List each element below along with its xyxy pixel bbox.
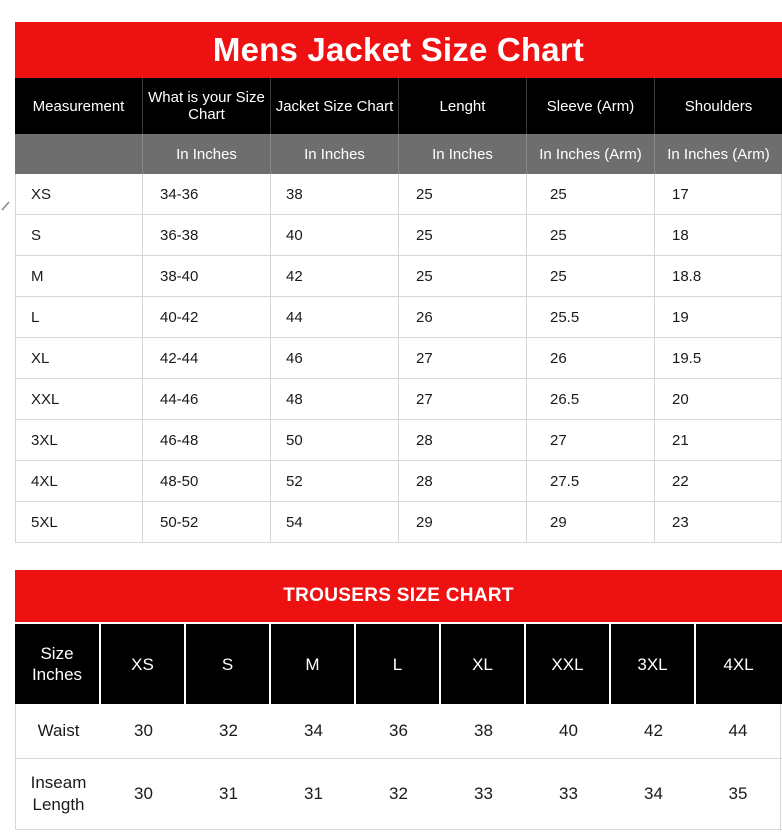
table-cell: 20 [655,379,782,419]
table-cell: 27 [399,338,527,378]
table-cell: 18.8 [655,256,782,296]
size-label-cell: S [15,215,143,255]
table-cell: 26.5 [527,379,655,419]
size-label-cell: 5XL [15,502,143,542]
table-cell: 32 [219,721,238,740]
table-cell: 25 [527,215,655,255]
table-cell: 26 [399,297,527,337]
jacket-unit-cell: In Inches (Arm) [527,134,655,174]
trousers-corner-label: Size Inches [15,624,101,704]
trousers-size-header: L [356,624,441,704]
table-cell: 36 [389,721,408,740]
table-cell: 30 [134,721,153,740]
trousers-size-header: S [186,624,271,704]
table-cell: 25 [399,215,527,255]
table-cell: 46 [271,338,399,378]
table-row [15,461,782,502]
size-label-cell: L [15,297,143,337]
table-cell: 34-36 [143,174,271,214]
table-cell: 44 [271,297,399,337]
trousers-chart-title: TROUSERS SIZE CHART [15,570,782,622]
jacket-unit-cell: In Inches [143,134,271,174]
table-cell: 31 [304,784,323,803]
table-cell: 25.5 [527,297,655,337]
size-label-cell: XL [15,338,143,378]
table-cell: 30 [134,784,153,803]
jacket-unit-cell: In Inches [271,134,399,174]
table-cell: 40 [271,215,399,255]
table-cell: 25 [399,256,527,296]
table-cell: 33 [474,784,493,803]
table-cell: 42-44 [143,338,271,378]
table-cell: 28 [399,420,527,460]
size-label-cell: XS [15,174,143,214]
size-label-cell: 4XL [15,461,143,501]
table-row [15,297,782,338]
table-cell: 52 [271,461,399,501]
jacket-header-row [15,78,782,134]
table-cell: 27 [399,379,527,419]
table-row [15,338,782,379]
size-label-cell: XXL [15,379,143,419]
table-cell: 29 [527,502,655,542]
table-cell: 44-46 [143,379,271,419]
table-cell: 35 [696,759,781,829]
jacket-unit-row [15,134,782,174]
table-cell: 31 [219,784,238,803]
table-row [15,759,782,830]
row-label-cell: Inseam Length [15,759,101,829]
jacket-chart-title: Mens Jacket Size Chart [15,22,782,78]
table-cell: 26 [527,338,655,378]
jacket-unit-cell: In Inches (Arm) [667,145,770,163]
table-cell: 22 [655,461,782,501]
table-cell: 32 [389,784,408,803]
size-label-cell: 3XL [15,420,143,460]
table-cell: 19 [655,297,782,337]
table-row [15,256,782,297]
jacket-unit-cell [15,134,143,174]
table-cell: 38 [271,174,399,214]
table-cell: 28 [399,461,527,501]
table-cell: 38 [474,721,493,740]
trousers-table-body [15,704,782,830]
trousers-size-chart [15,570,782,830]
table-cell: 42 [644,721,663,740]
table-cell: 44 [696,704,781,758]
trousers-size-header: XXL [526,624,611,704]
table-cell: 17 [655,174,782,214]
trousers-size-header: M [271,624,356,704]
jacket-size-chart [15,22,782,543]
jacket-header-cell: Measurement [15,78,143,134]
trousers-size-header: XL [441,624,526,704]
jacket-table-body [15,174,782,543]
size-label-cell: M [15,256,143,296]
table-cell: 34 [304,721,323,740]
table-row [15,174,782,215]
table-cell: 40 [559,721,578,740]
table-cell: 25 [399,174,527,214]
table-cell: 50 [271,420,399,460]
table-cell: 48-50 [143,461,271,501]
jacket-header-cell: Lenght [399,78,527,134]
table-cell: 25 [527,256,655,296]
table-cell: 27.5 [527,461,655,501]
table-cell: 54 [271,502,399,542]
jacket-header-cell: Shoulders [684,97,753,115]
table-cell: 21 [655,420,782,460]
table-cell: 18 [655,215,782,255]
table-cell: 25 [527,174,655,214]
table-cell: 27 [527,420,655,460]
table-cell: 46-48 [143,420,271,460]
edge-arrow-icon [0,200,10,216]
table-cell: 34 [644,784,663,803]
table-cell: 36-38 [143,215,271,255]
table-cell: 40-42 [143,297,271,337]
table-cell: 38-40 [143,256,271,296]
jacket-header-cell: What is your Size Chart [143,78,271,134]
table-cell: 48 [271,379,399,419]
table-row [15,379,782,420]
table-row [15,502,782,543]
jacket-header-cell: Sleeve (Arm) [527,78,655,134]
jacket-unit-cell: In Inches [399,134,527,174]
table-cell: 42 [271,256,399,296]
row-label-cell: Waist [15,704,101,758]
table-cell: 23 [655,502,782,542]
table-cell: 33 [559,784,578,803]
trousers-size-header: 4XL [723,654,754,674]
jacket-header-cell: Jacket Size Chart [271,78,399,134]
table-row [15,215,782,256]
trousers-size-header: 3XL [611,624,696,704]
table-row [15,704,782,759]
table-row [15,420,782,461]
table-cell: 29 [399,502,527,542]
table-cell: 19.5 [655,338,782,378]
trousers-header-row [15,622,782,704]
trousers-size-header: XS [101,624,186,704]
table-cell: 50-52 [143,502,271,542]
